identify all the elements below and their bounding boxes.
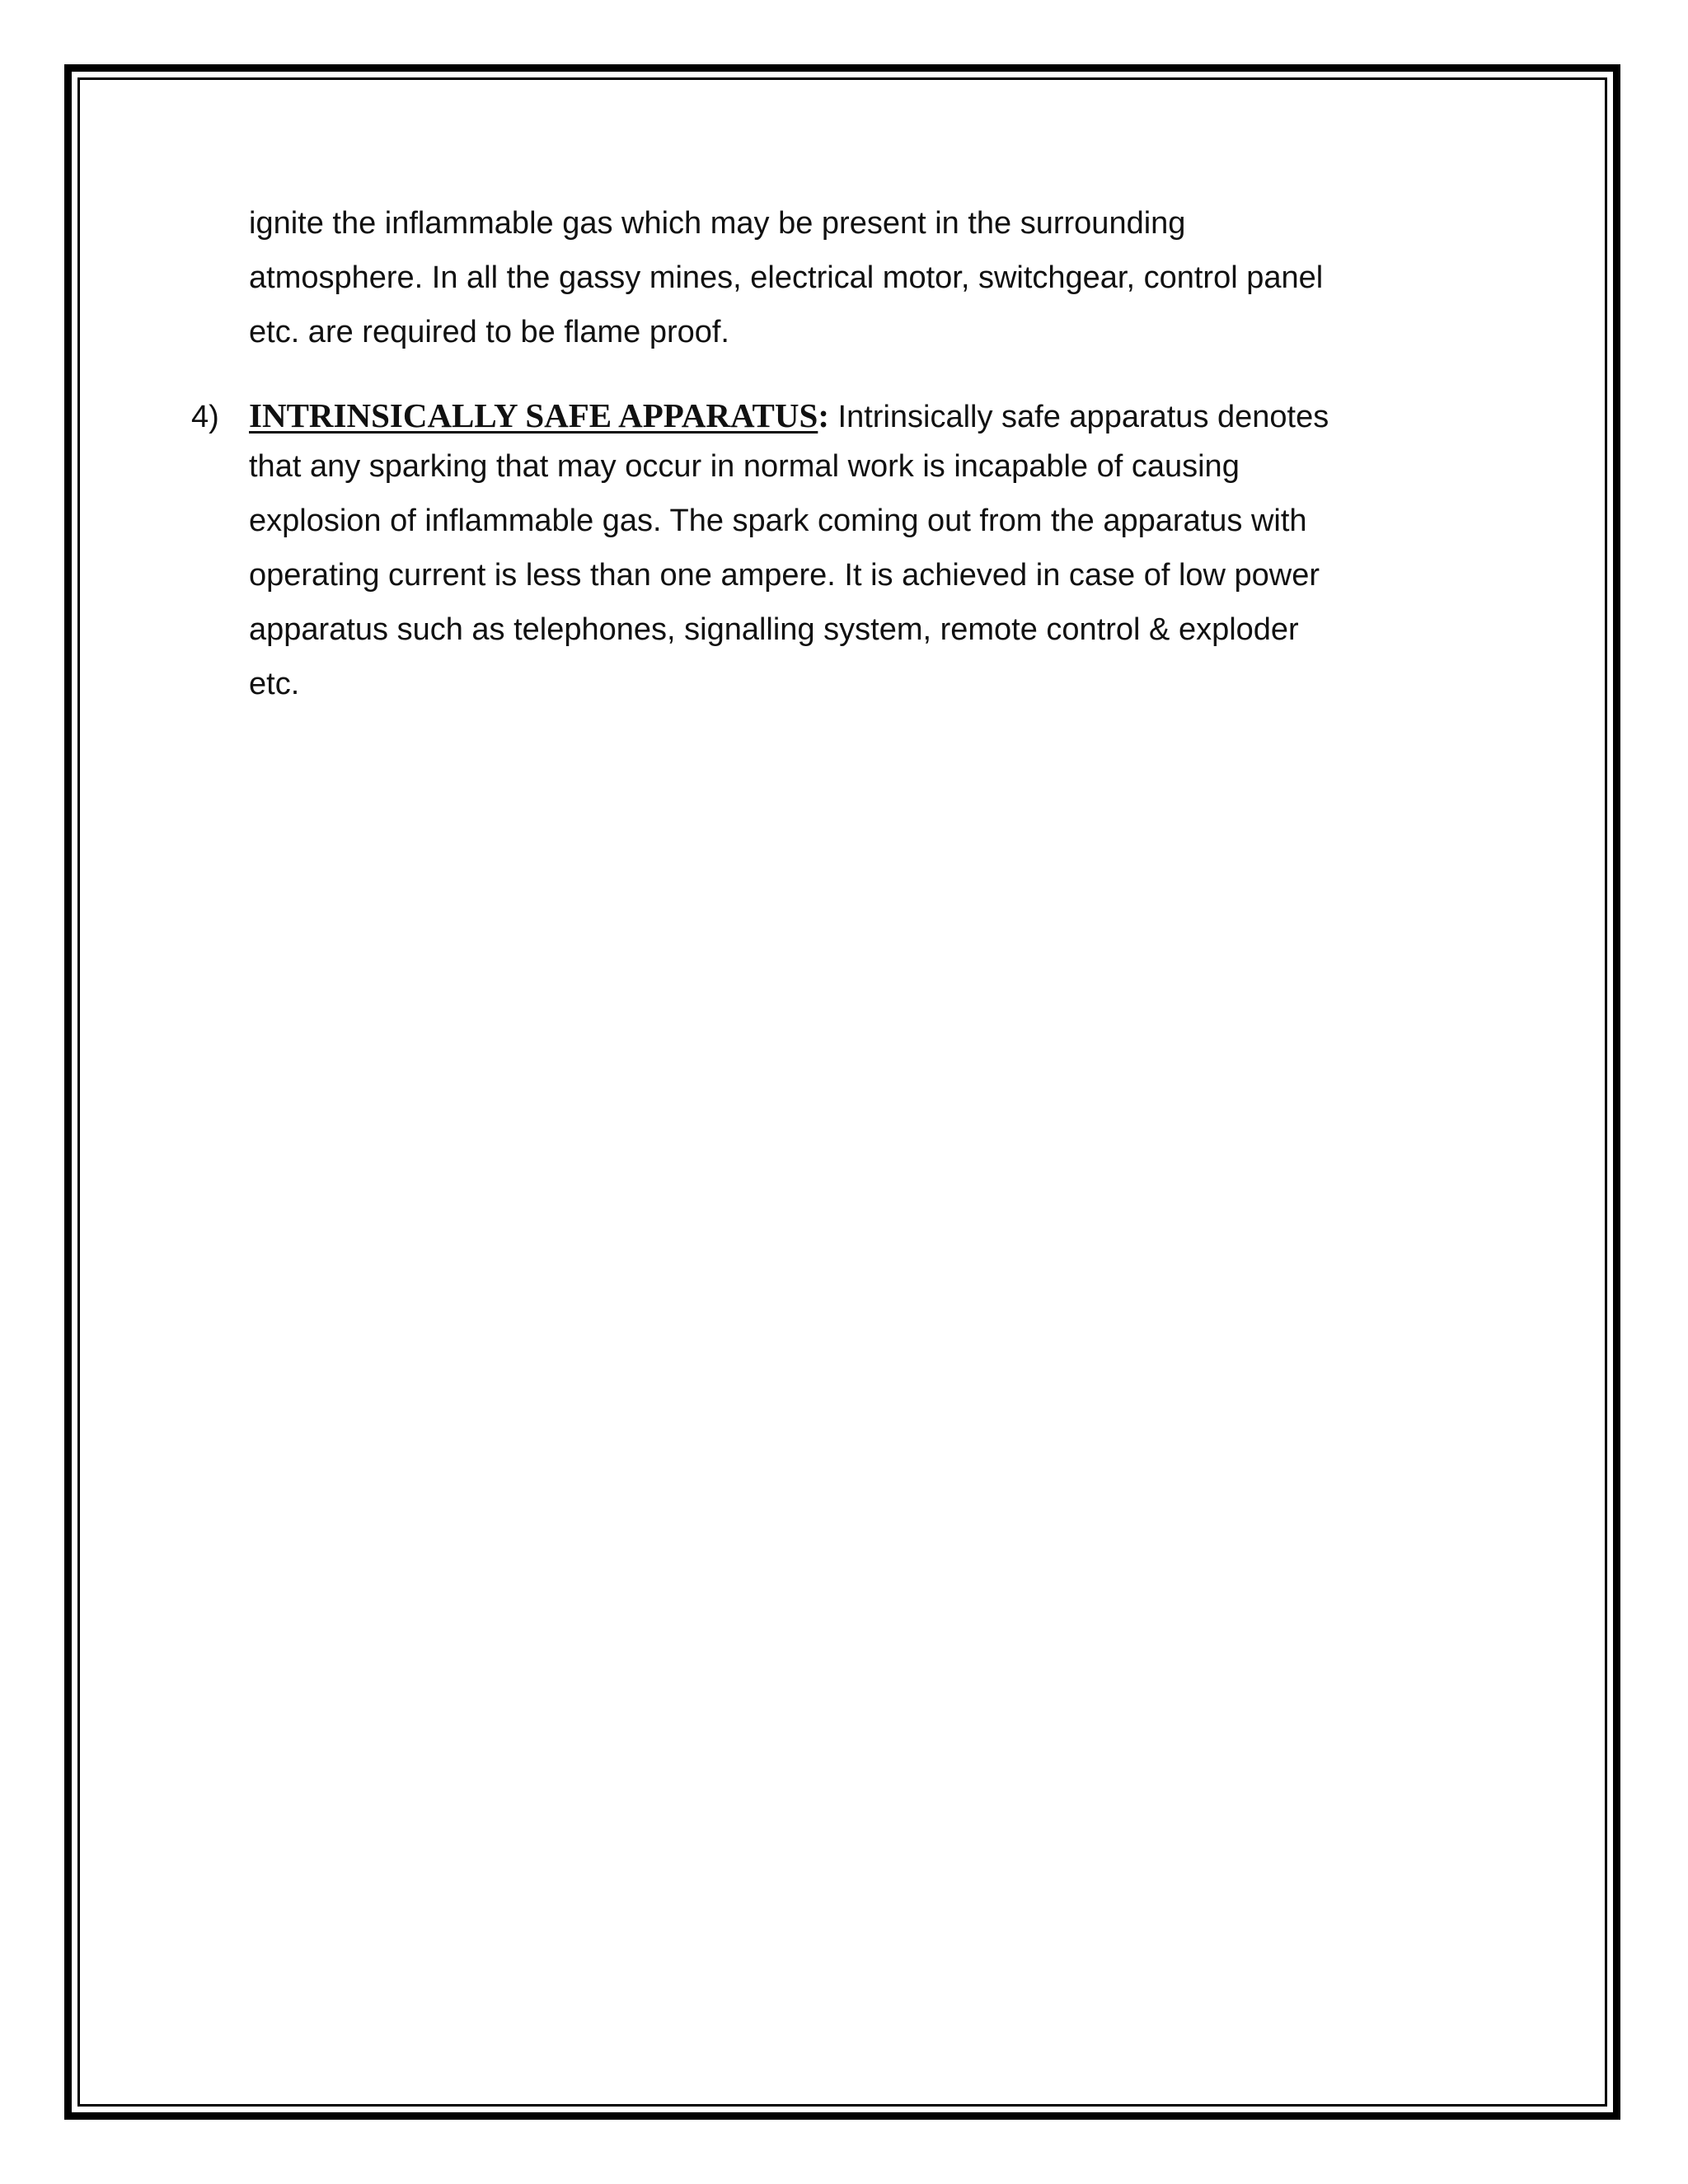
item-heading-colon: :: [818, 396, 829, 434]
paragraph-line: operating current is less than one ampere. It is achieved in case of low power: [249, 558, 1320, 593]
paragraph-line: that any sparking that may occur in normal work is incapable of causing: [249, 449, 1240, 484]
paragraph-line: atmosphere. In all the gassy mines, electrical motor, switchgear, control panel: [249, 260, 1324, 295]
item-first-line: [249, 396, 1329, 434]
paragraph-line: apparatus such as telephones, signalling system, remote control & exploder: [249, 612, 1299, 647]
paragraph-line: ignite the inflammable gas which may be present in the surrounding: [249, 206, 1186, 241]
item-heading: INTRINSICALLY SAFE APPARATUS: [249, 396, 818, 434]
paragraph-line: etc. are required to be flame proof.: [249, 315, 729, 349]
paragraph-line: etc.: [249, 667, 300, 701]
page-border-inner: [77, 77, 1607, 2107]
list-item-number: 4): [191, 400, 219, 434]
paragraph-line: explosion of inflammable gas. The spark coming out from the apparatus with: [249, 504, 1307, 538]
item-first-line-text: Intrinsically safe apparatus denotes: [828, 400, 1329, 434]
